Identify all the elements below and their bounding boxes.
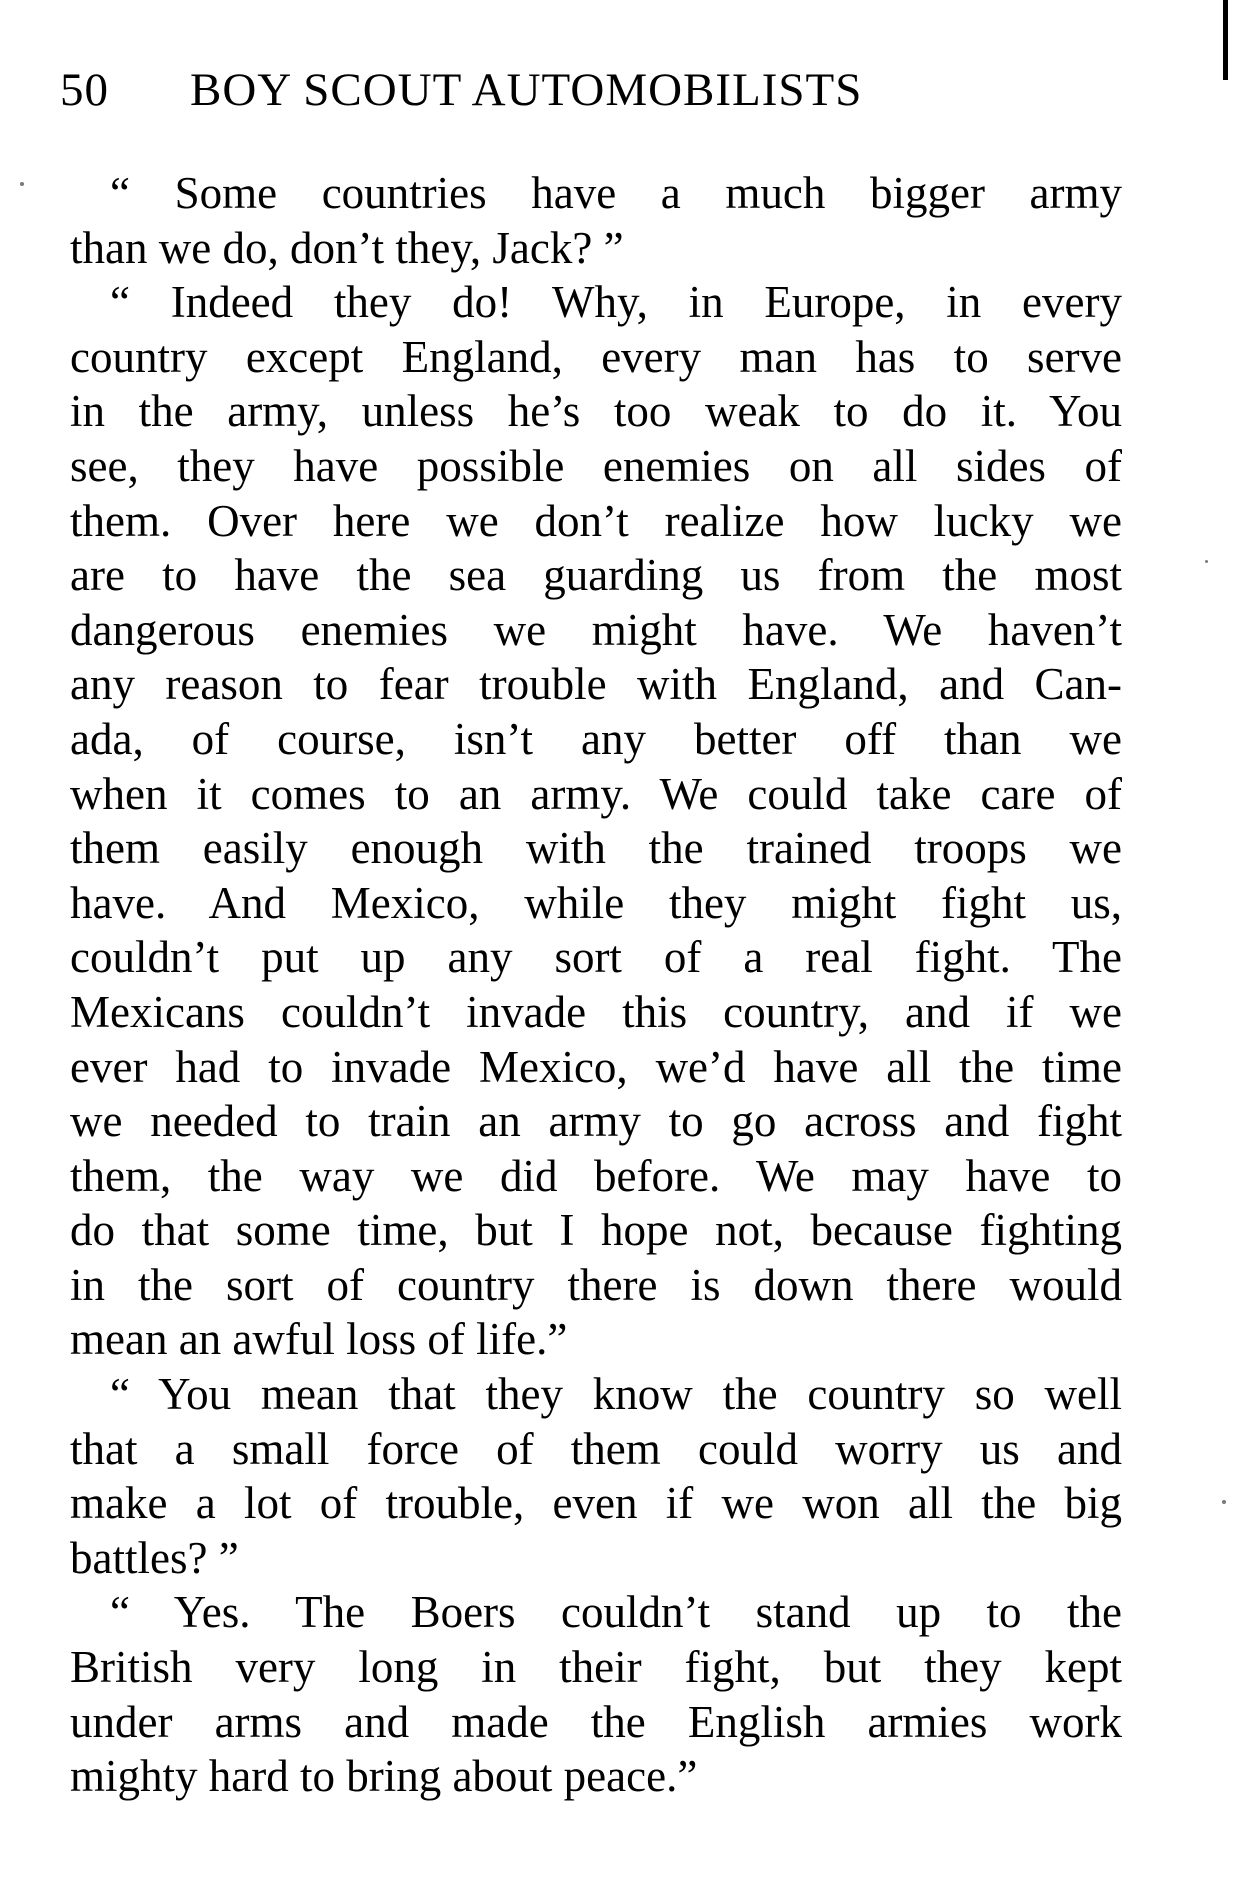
text-line: them. Over here we don’t realize how lucky we <box>70 495 1122 546</box>
text-line: do that some time, but I hope not, because fighting <box>70 1205 1122 1256</box>
running-header <box>60 62 1160 118</box>
text-line: British very long in their fight, but they kept <box>70 1642 1122 1693</box>
text-line: we needed to train an army to go across and fight <box>70 1096 1122 1147</box>
scan-speck <box>1205 560 1208 563</box>
text-line: couldn’t put up any sort of a real fight. The <box>70 932 1122 983</box>
text-line: that a small force of them could worry us and <box>70 1423 1122 1474</box>
text-line: “ Yes. The Boers couldn’t stand up to the <box>110 1587 1122 1638</box>
running-title: BOY SCOUT AUTOMOBILISTS <box>190 64 863 116</box>
text-line: Mexicans couldn’t invade this country, and if we <box>70 986 1122 1037</box>
text-line: mean an awful loss of life.” <box>70 1314 568 1365</box>
text-line: them easily enough with the trained troops we <box>70 823 1122 874</box>
page-number: 50 <box>60 64 109 116</box>
text-line: ever had to invade Mexico, we’d have all the time <box>70 1041 1122 1092</box>
text-line: battles? ” <box>70 1532 239 1583</box>
body-text <box>70 166 1122 1804</box>
text-line: country except England, every man has to serve <box>70 331 1122 382</box>
text-line: than we do, don’t they, Jack? ” <box>70 222 624 273</box>
text-line: any reason to fear trouble with England, and Can- <box>70 659 1122 710</box>
text-line: make a lot of trouble, even if we won all the big <box>70 1478 1122 1529</box>
text-line: in the army, unless he’s too weak to do it. You <box>70 386 1122 437</box>
text-line: mighty hard to bring about peace.” <box>70 1751 698 1802</box>
text-line: see, they have possible enemies on all sides of <box>70 440 1122 491</box>
text-line: in the sort of country there is down there would <box>70 1259 1122 1310</box>
text-line: “ Some countries have a much bigger army <box>110 168 1122 218</box>
text-line: under arms and made the English armies work <box>70 1696 1122 1747</box>
scan-speck <box>20 182 24 186</box>
text-line: are to have the sea guarding us from the most <box>70 550 1122 601</box>
text-line: when it comes to an army. We could take care of <box>70 768 1122 819</box>
text-line: “ You mean that they know the country so well <box>110 1369 1122 1420</box>
text-line: ada, of course, isn’t any better off than we <box>70 713 1122 764</box>
text-line: them, the way we did before. We may have to <box>70 1150 1122 1201</box>
text-line: have. And Mexico, while they might fight us, <box>70 877 1122 928</box>
scan-speck <box>1222 1500 1226 1504</box>
text-line: “ Indeed they do! Why, in Europe, in every <box>110 277 1122 328</box>
text-line: dangerous enemies we might have. We haven’t <box>70 604 1122 655</box>
scan-edge-mark <box>1223 0 1228 80</box>
